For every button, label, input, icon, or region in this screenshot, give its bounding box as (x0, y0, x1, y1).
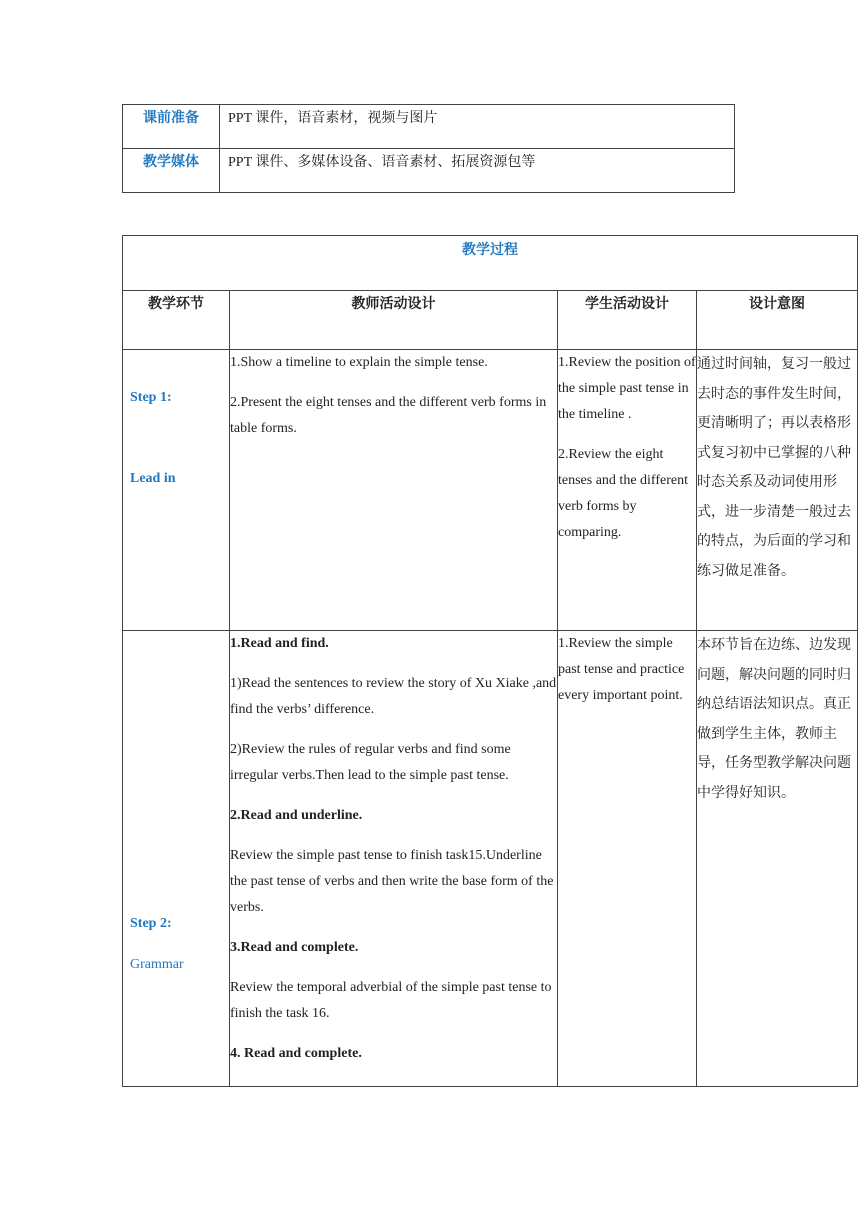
step1-intent: 通过时间轴，复习一般过去时态的事件发生时间，更清晰明了；再以表格形式复习初中已掌握的八种时态关系及动词使用形式，进一步清楚一般过去的特点，为后面的学习和练习做足准备。 (697, 350, 858, 631)
media-row (123, 149, 735, 193)
step2-intent: 本环节旨在边练、边发现问题，解决问题的同时归纳总结语法知识点。真正做到学生主体，教师主导，任务型教学解决问题中学得好知识。 (697, 631, 858, 1087)
prep-label: 课前准备 (123, 105, 220, 149)
prep-value: PPT 课件，语音素材，视频与图片 (220, 105, 735, 149)
step1-label: Step 1: (130, 390, 172, 405)
step1-name: Lead in (130, 471, 176, 486)
step2-cell (123, 631, 230, 1087)
step2-row (123, 631, 858, 1087)
media-label: 教学媒体 (123, 149, 220, 193)
step1-cell (123, 350, 230, 631)
header-intent: 设计意图 (697, 291, 858, 350)
step1-row (123, 350, 858, 631)
step2-label: Step 2: (130, 916, 172, 931)
step1-teacher: 1.Show a timeline to explain the simple tense. 2.Present the eight tenses and the different verb forms in table forms. (230, 350, 558, 631)
step1-student: 1.Review the position of the simple past tense in the timeline . 2.Review the eight tenses and the different verb forms by comparing. (558, 350, 697, 631)
header-teacher: 教师活动设计 (230, 291, 558, 350)
process-title: 教学过程 (462, 242, 518, 258)
header-row (123, 291, 858, 350)
step2-teacher: 1.Read and find. 1)Read the sentences to review the story of Xu Xiake ,and find the verbs’ difference. 2)Review the rules of regular verbs and find some irregular verbs.Then lead to the simple past tense. 2.Read and underline. Review the simple past tense to finish task15.Underline the past tense of verbs and then write the base form of the verbs. 3.Read and complete. Review the temporal adverbial of the simple past tense to finish the task 16. 4. Read and complete. (230, 631, 558, 1087)
header-stage: 教学环节 (123, 291, 230, 350)
prep-table (122, 104, 735, 193)
step2-student: 1.Review the simple past tense and practice every important point. (558, 631, 697, 1087)
process-title-cell (123, 236, 858, 291)
process-table (122, 235, 858, 1087)
step2-name: Grammar (130, 957, 184, 972)
header-student: 学生活动设计 (558, 291, 697, 350)
prep-row (123, 105, 735, 149)
media-value: PPT 课件、多媒体设备、语音素材、拓展资源包等 (220, 149, 735, 193)
